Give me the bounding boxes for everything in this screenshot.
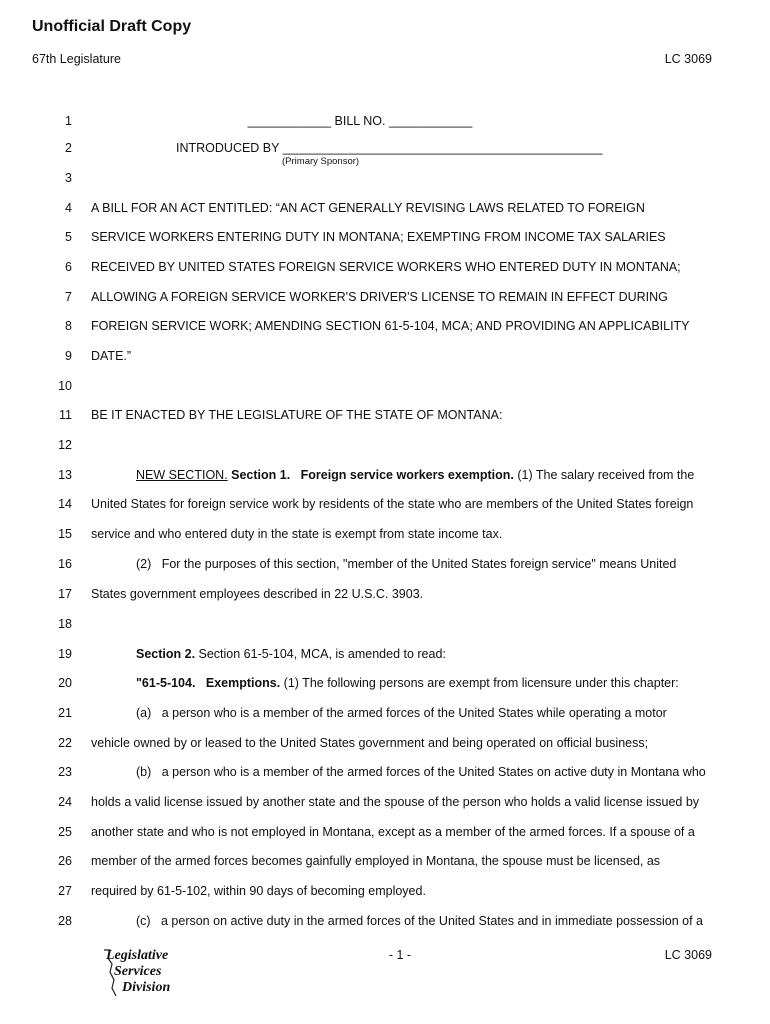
draft-title: Unofficial Draft Copy [32, 18, 192, 35]
enacting-clause: BE IT ENACTED BY THE LEGISLATURE OF THE STATE OF MONTANA: [91, 408, 503, 422]
line-number: 3 [65, 171, 72, 185]
bill-text-line: States government employees described in 22 U.S.C. 3903. [91, 587, 424, 601]
section-1-text: (1) The salary received from the [513, 468, 695, 482]
primary-sponsor-note: (Primary Sponsor) [282, 156, 360, 167]
new-section-label: NEW SECTION. [136, 468, 228, 482]
line-number: 22 [58, 736, 72, 750]
bill-text-line: another state and who is not employed in Montana, except as a member of the armed forces. If a spouse of a [91, 825, 695, 839]
bill-text-line: A BILL FOR AN ACT ENTITLED: “AN ACT GENERALLY REVISING LAWS RELATED TO FOREIGN [91, 201, 645, 215]
line-number: 11 [59, 408, 72, 422]
line-number: 27 [58, 884, 72, 898]
bill-text-line: holds a valid license issued by another state and the spouse of the person who holds a valid license issued by [91, 795, 700, 809]
lc-number-footer: LC 3069 [664, 948, 712, 962]
line-number: 12 [58, 438, 72, 452]
line-number: 10 [58, 379, 72, 393]
line-number: 26 [58, 854, 72, 868]
bill-text-line: (b) a person who is a member of the armed forces of the United States on active duty in Montana who [136, 765, 706, 779]
line-number: 15 [58, 527, 72, 541]
logo-line-1: Legislative [106, 948, 169, 963]
line-number: 5 [65, 230, 72, 244]
bill-text-line: SERVICE WORKERS ENTERING DUTY IN MONTANA; EXEMPTING FROM INCOME TAX SALARIES [91, 230, 666, 244]
bill-number-line: ____________ BILL NO. ____________ [247, 114, 473, 128]
lc-number-header: LC 3069 [664, 52, 712, 66]
bill-text-line: member of the armed forces becomes gainfully employed in Montana, the spouse must be licensed, as [91, 854, 661, 868]
logo-line-3: Division [122, 980, 171, 995]
line-number: 24 [58, 795, 72, 809]
bill-text-line: United States for foreign service work by residents of the state who are members of the United States foreign [91, 497, 694, 511]
section-2-text: Section 61-5-104, MCA, is amended to read: [195, 647, 446, 661]
section-1-title: Section 1. Foreign service workers exemption. [227, 468, 514, 482]
bill-text-line: (c) a person on active duty in the armed forces of the United States and in immediate possession of a [136, 914, 703, 928]
line-number: 8 [65, 319, 72, 333]
line-number: 1 [65, 114, 72, 128]
line-number: 2 [65, 141, 72, 155]
section-2-label: Section 2. [136, 647, 196, 661]
exemptions-text: (1) The following persons are exempt from licensure under this chapter: [280, 676, 679, 690]
line-number: 25 [58, 825, 72, 839]
bill-text-line: RECEIVED BY UNITED STATES FOREIGN SERVICE WORKERS WHO ENTERED DUTY IN MONTANA; [91, 260, 681, 274]
line-number: 20 [58, 676, 72, 690]
exemptions-title: "61-5-104. Exemptions. [136, 676, 281, 690]
section-1-heading [136, 468, 694, 482]
legislature-label: 67th Legislature [32, 52, 121, 66]
bill-text-line: FOREIGN SERVICE WORK; AMENDING SECTION 61-5-104, MCA; AND PROVIDING AN APPLICABILITY [91, 319, 690, 333]
line-number: 4 [65, 201, 72, 215]
line-number: 14 [58, 497, 72, 511]
line-number: 28 [58, 914, 72, 928]
logo-line-2: Services [114, 964, 162, 979]
introduced-by-line: INTRODUCED BY ______________________________________________ [176, 141, 603, 155]
line-number: 7 [65, 290, 72, 304]
bill-text-line: (a) a person who is a member of the armed forces of the United States while operating a motor [136, 706, 667, 720]
bill-text-line: required by 61-5-102, within 90 days of becoming employed. [91, 884, 426, 898]
bill-text-line: ALLOWING A FOREIGN SERVICE WORKER'S DRIVER'S LICENSE TO REMAIN IN EFFECT DURING [91, 290, 668, 304]
exemptions-heading [136, 676, 679, 690]
bill-text-line: service and who entered duty in the state is exempt from state income tax. [91, 527, 503, 541]
line-number: 16 [58, 557, 72, 571]
bill-text-line: (2) For the purposes of this section, "member of the United States foreign service" means United [136, 557, 677, 571]
line-number: 9 [65, 349, 72, 363]
page-number: - 1 - [388, 948, 412, 962]
line-number: 23 [58, 765, 72, 779]
line-number: 13 [58, 468, 72, 482]
section-2-heading [136, 647, 446, 661]
line-number: 6 [65, 260, 72, 274]
line-number: 21 [58, 706, 72, 720]
line-number: 18 [58, 617, 72, 631]
line-number: 17 [58, 587, 72, 601]
bill-text-line: vehicle owned by or leased to the United States government and being operated on official business; [91, 736, 649, 750]
bill-text-line: DATE.” [91, 349, 132, 363]
line-number: 19 [58, 647, 72, 661]
